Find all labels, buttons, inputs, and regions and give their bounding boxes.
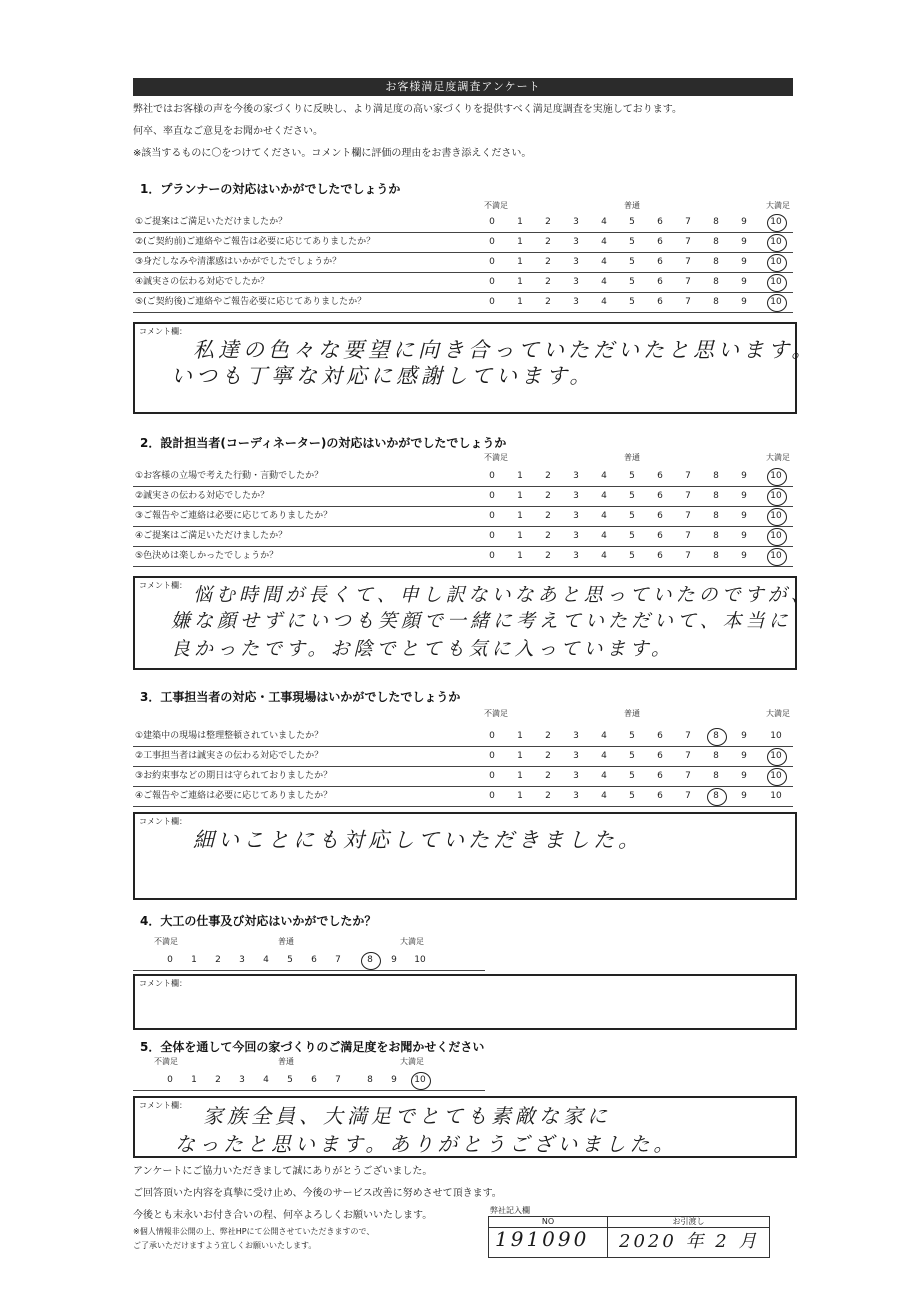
scale-option-5[interactable]: 5 xyxy=(629,471,635,481)
scale-option-6[interactable]: 6 xyxy=(657,551,663,561)
privacy-note-1: ※個人情報非公開の上、弊社HPにて公開させていただきますので、 xyxy=(133,1227,375,1236)
scale-high-label: 大満足 xyxy=(400,1057,424,1066)
scale-option-0[interactable]: 0 xyxy=(489,771,495,781)
scale-option-2[interactable]: 2 xyxy=(545,277,551,287)
scale-option-7[interactable]: 7 xyxy=(685,217,691,227)
scale-option-0[interactable]: 0 xyxy=(167,955,173,965)
scale-option-8[interactable]: 8 xyxy=(713,277,719,287)
scale-option-3[interactable]: 3 xyxy=(573,297,579,307)
scale-option-0[interactable]: 0 xyxy=(489,471,495,481)
scale-option-9[interactable]: 9 xyxy=(391,955,397,965)
scale-option-6[interactable]: 6 xyxy=(311,955,317,965)
scale-option-9[interactable]: 9 xyxy=(741,277,747,287)
scale-option-2[interactable]: 2 xyxy=(215,1075,221,1085)
scale-option-5[interactable]: 5 xyxy=(629,751,635,761)
intro-line-3: ※該当するものに〇をつけてください。コメント欄に評価の理由をお書き添えください。 xyxy=(133,148,532,159)
scale-option-7[interactable]: 7 xyxy=(685,297,691,307)
scale-option-0[interactable]: 0 xyxy=(489,511,495,521)
staff-entry-box xyxy=(488,1216,770,1258)
question-row xyxy=(133,272,793,293)
scale-option-9[interactable]: 9 xyxy=(741,237,747,247)
selected-answer-circle xyxy=(767,768,787,786)
scale-option-9[interactable]: 9 xyxy=(741,731,747,741)
scale-option-4[interactable]: 4 xyxy=(601,237,607,247)
scale-option-10[interactable]: 10 xyxy=(770,217,782,227)
question-text: ③ご報告やご連絡は必要に応じてありましたか？ xyxy=(135,511,333,521)
scale-option-10[interactable]: 10 xyxy=(770,551,782,561)
question-row xyxy=(133,506,793,527)
scale-option-0[interactable]: 0 xyxy=(489,297,495,307)
scale-option-8[interactable]: 8 xyxy=(713,471,719,481)
scale-option-6[interactable]: 6 xyxy=(311,1075,317,1085)
section-title: 1．プランナーの対応はいかがでしたでしょうか xyxy=(140,182,401,196)
selected-answer-circle xyxy=(767,488,787,506)
comment-label: コメント欄： xyxy=(139,817,187,826)
scale-option-10[interactable]: 10 xyxy=(770,771,782,781)
scale-option-8[interactable]: 8 xyxy=(713,237,719,247)
scale-option-2[interactable]: 2 xyxy=(215,955,221,965)
scale-option-7[interactable]: 7 xyxy=(685,751,691,761)
scale-option-7[interactable]: 7 xyxy=(685,551,691,561)
scale-option-5[interactable]: 5 xyxy=(629,791,635,801)
scale-high-label: 大満足 xyxy=(766,201,790,210)
scale-option-2[interactable]: 2 xyxy=(545,297,551,307)
scale-option-3[interactable]: 3 xyxy=(573,751,579,761)
scale-option-7[interactable]: 7 xyxy=(685,771,691,781)
scale-option-4[interactable]: 4 xyxy=(601,471,607,481)
scale-option-7[interactable]: 7 xyxy=(685,511,691,521)
footer-line-2: ご回答頂いた内容を真摯に受け止め、今後のサービス改善に努めさせて頂きます。 xyxy=(133,1188,502,1199)
scale-option-0[interactable]: 0 xyxy=(489,217,495,227)
scale-option-7[interactable]: 7 xyxy=(685,237,691,247)
scale-option-2[interactable]: 2 xyxy=(545,471,551,481)
scale-option-4[interactable]: 4 xyxy=(263,1075,269,1085)
comment-box[interactable] xyxy=(133,576,814,670)
scale-option-5[interactable]: 5 xyxy=(287,955,293,965)
question-row xyxy=(133,746,793,767)
scale-row xyxy=(133,950,485,971)
scale-mid-label: 普通 xyxy=(278,937,294,946)
handwritten-comment-line: 細いことにも対応していただきました。 xyxy=(193,828,643,852)
scale-option-8[interactable]: 8 xyxy=(713,217,719,227)
footer-line-1: アンケートにご協力いただきまして誠にありがとうございました。 xyxy=(133,1166,433,1177)
scale-option-1[interactable]: 1 xyxy=(517,791,523,801)
scale-option-1[interactable]: 1 xyxy=(517,257,523,267)
handwritten-comment-line: いつも丁寧な対応に感謝しています。 xyxy=(171,364,595,388)
scale-option-7[interactable]: 7 xyxy=(335,1075,341,1085)
scale-option-8[interactable]: 8 xyxy=(713,731,719,741)
selected-answer-circle xyxy=(707,728,727,746)
section-title: 3．工事担当者の対応・工事現場はいかがでしたでしょうか xyxy=(140,690,461,704)
scale-option-10[interactable]: 10 xyxy=(770,751,782,761)
scale-row xyxy=(133,1070,485,1091)
question-row xyxy=(133,526,793,547)
scale-option-10[interactable]: 10 xyxy=(770,257,782,267)
scale-option-4[interactable]: 4 xyxy=(601,297,607,307)
comment-box[interactable] xyxy=(133,1096,797,1158)
scale-option-1[interactable]: 1 xyxy=(517,471,523,481)
scale-option-5[interactable]: 5 xyxy=(287,1075,293,1085)
form-title: お客様満足度調査アンケート xyxy=(133,78,793,96)
scale-low-label: 不満足 xyxy=(154,1057,178,1066)
scale-option-3[interactable]: 3 xyxy=(573,791,579,801)
scale-option-2[interactable]: 2 xyxy=(545,511,551,521)
scale-option-8[interactable]: 8 xyxy=(713,771,719,781)
scale-option-9[interactable]: 9 xyxy=(741,257,747,267)
scale-option-4[interactable]: 4 xyxy=(601,751,607,761)
scale-option-6[interactable]: 6 xyxy=(657,491,663,501)
selected-answer-circle xyxy=(767,528,787,546)
question-text: ②誠実さの伝わる対応でしたか？ xyxy=(135,491,270,501)
scale-option-7[interactable]: 7 xyxy=(685,531,691,541)
scale-option-1[interactable]: 1 xyxy=(517,551,523,561)
scale-option-7[interactable]: 7 xyxy=(685,731,691,741)
question-text: ④ご提案はご満足いただけましたか？ xyxy=(135,531,288,541)
scale-option-6[interactable]: 6 xyxy=(657,257,663,267)
scale-option-6[interactable]: 6 xyxy=(657,217,663,227)
scale-option-1[interactable]: 1 xyxy=(191,1075,197,1085)
scale-option-3[interactable]: 3 xyxy=(573,471,579,481)
scale-option-7[interactable]: 7 xyxy=(685,257,691,267)
scale-option-3[interactable]: 3 xyxy=(573,217,579,227)
handwritten-comment-line: 嫌な顔せずにいつも笑顔で一緒に考えていただいて、本当に xyxy=(171,610,792,632)
scale-option-5[interactable]: 5 xyxy=(629,771,635,781)
footer-line-3: 今後とも末永いお付き合いの程、何卒よろしくお願いいたします。 xyxy=(133,1210,433,1221)
comment-box[interactable] xyxy=(133,812,797,900)
scale-option-9[interactable]: 9 xyxy=(741,491,747,501)
question-row xyxy=(133,486,793,507)
selected-answer-circle xyxy=(767,214,787,232)
selected-answer-circle xyxy=(767,748,787,766)
scale-option-8[interactable]: 8 xyxy=(713,511,719,521)
question-text: ①お客様の立場で考えた行動・言動でしたか？ xyxy=(135,471,324,481)
scale-option-0[interactable]: 0 xyxy=(489,237,495,247)
scale-option-1[interactable]: 1 xyxy=(517,731,523,741)
scale-option-4[interactable]: 4 xyxy=(601,217,607,227)
no-value: 191090 xyxy=(495,1227,590,1251)
scale-option-6[interactable]: 6 xyxy=(657,531,663,541)
scale-option-10[interactable]: 10 xyxy=(770,511,782,521)
scale-option-4[interactable]: 4 xyxy=(601,771,607,781)
scale-option-10[interactable]: 10 xyxy=(770,297,782,307)
scale-option-0[interactable]: 0 xyxy=(489,551,495,561)
scale-option-0[interactable]: 0 xyxy=(489,277,495,287)
scale-option-4[interactable]: 4 xyxy=(601,511,607,521)
scale-option-5[interactable]: 5 xyxy=(629,257,635,267)
intro-line-2: 何卒、率直なご意見をお聞かせください。 xyxy=(133,126,323,137)
scale-option-2[interactable]: 2 xyxy=(545,551,551,561)
scale-low-label: 不満足 xyxy=(484,709,508,718)
scale-option-8[interactable]: 8 xyxy=(713,551,719,561)
scale-option-4[interactable]: 4 xyxy=(601,257,607,267)
scale-option-3[interactable]: 3 xyxy=(573,511,579,521)
scale-option-7[interactable]: 7 xyxy=(685,277,691,287)
scale-option-8[interactable]: 8 xyxy=(713,491,719,501)
question-row xyxy=(133,786,793,807)
scale-option-10[interactable]: 10 xyxy=(770,277,782,287)
question-text: ②工事担当者は誠実さの伝わる対応でしたか？ xyxy=(135,751,324,761)
selected-answer-circle xyxy=(767,234,787,252)
scale-option-9[interactable]: 9 xyxy=(741,511,747,521)
scale-option-2[interactable]: 2 xyxy=(545,257,551,267)
scale-option-9[interactable]: 9 xyxy=(741,751,747,761)
scale-option-2[interactable]: 2 xyxy=(545,731,551,741)
scale-option-3[interactable]: 3 xyxy=(573,771,579,781)
comment-label: コメント欄： xyxy=(139,327,187,336)
scale-option-3[interactable]: 3 xyxy=(573,551,579,561)
scale-option-3[interactable]: 3 xyxy=(573,731,579,741)
scale-option-5[interactable]: 5 xyxy=(629,297,635,307)
scale-high-label: 大満足 xyxy=(766,709,790,718)
scale-option-5[interactable]: 5 xyxy=(629,217,635,227)
scale-mid-label: 普通 xyxy=(624,709,640,718)
question-text: ⑤色決めは楽しかったでしょうか？ xyxy=(135,551,279,561)
scale-option-3[interactable]: 3 xyxy=(573,277,579,287)
scale-option-2[interactable]: 2 xyxy=(545,217,551,227)
scale-option-6[interactable]: 6 xyxy=(657,511,663,521)
scale-option-9[interactable]: 9 xyxy=(741,531,747,541)
scale-option-9[interactable]: 9 xyxy=(741,217,747,227)
section-title: 2．設計担当者(コーディネーター)の対応はいかがでしたでしょうか xyxy=(140,436,507,450)
scale-mid-label: 普通 xyxy=(278,1057,294,1066)
selected-answer-circle xyxy=(707,788,727,806)
selected-answer-circle xyxy=(767,254,787,272)
scale-option-1[interactable]: 1 xyxy=(517,751,523,761)
scale-option-8[interactable]: 8 xyxy=(713,791,719,801)
scale-option-9[interactable]: 9 xyxy=(741,771,747,781)
scale-option-8[interactable]: 8 xyxy=(367,955,373,965)
comment-label: コメント欄： xyxy=(139,1101,187,1110)
scale-option-2[interactable]: 2 xyxy=(545,531,551,541)
question-row xyxy=(133,292,793,313)
scale-option-8[interactable]: 8 xyxy=(713,751,719,761)
scale-option-1[interactable]: 1 xyxy=(191,955,197,965)
no-label: NO xyxy=(489,1217,608,1228)
scale-low-label: 不満足 xyxy=(484,201,508,210)
question-text: ①ご提案はご満足いただけましたか？ xyxy=(135,217,288,227)
question-text: ④誠実さの伝わる対応でしたか？ xyxy=(135,277,270,287)
scale-option-2[interactable]: 2 xyxy=(545,237,551,247)
question-row xyxy=(133,546,793,567)
scale-option-7[interactable]: 7 xyxy=(685,471,691,481)
selected-answer-circle xyxy=(411,1072,431,1090)
scale-option-9[interactable]: 9 xyxy=(391,1075,397,1085)
scale-option-2[interactable]: 2 xyxy=(545,771,551,781)
scale-high-label: 大満足 xyxy=(766,453,790,462)
handwritten-comment-line: 家族全員、大満足でとても素敵な家に xyxy=(203,1104,611,1128)
scale-option-4[interactable]: 4 xyxy=(601,531,607,541)
scale-option-1[interactable]: 1 xyxy=(517,531,523,541)
handover-label: お引渡し xyxy=(608,1217,769,1228)
scale-option-9[interactable]: 9 xyxy=(741,791,747,801)
scale-option-6[interactable]: 6 xyxy=(657,297,663,307)
scale-option-6[interactable]: 6 xyxy=(657,791,663,801)
scale-option-0[interactable]: 0 xyxy=(167,1075,173,1085)
comment-label: コメント欄： xyxy=(139,979,187,988)
selected-answer-circle xyxy=(767,274,787,292)
scale-option-4[interactable]: 4 xyxy=(263,955,269,965)
question-row xyxy=(133,766,793,787)
scale-option-1[interactable]: 1 xyxy=(517,237,523,247)
scale-option-3[interactable]: 3 xyxy=(573,257,579,267)
scale-option-10[interactable]: 10 xyxy=(770,531,782,541)
scale-option-0[interactable]: 0 xyxy=(489,257,495,267)
scale-option-10[interactable]: 10 xyxy=(770,237,782,247)
scale-option-8[interactable]: 8 xyxy=(713,531,719,541)
selected-answer-circle xyxy=(767,548,787,566)
scale-option-6[interactable]: 6 xyxy=(657,771,663,781)
scale-option-2[interactable]: 2 xyxy=(545,491,551,501)
scale-option-5[interactable]: 5 xyxy=(629,237,635,247)
scale-option-1[interactable]: 1 xyxy=(517,491,523,501)
scale-low-label: 不満足 xyxy=(154,937,178,946)
scale-option-5[interactable]: 5 xyxy=(629,277,635,287)
scale-option-0[interactable]: 0 xyxy=(489,791,495,801)
selected-answer-circle xyxy=(361,952,381,970)
question-text: ①建築中の現場は整理整頓されていましたか？ xyxy=(135,731,324,741)
scale-option-2[interactable]: 2 xyxy=(545,751,551,761)
scale-option-7[interactable]: 7 xyxy=(685,791,691,801)
scale-option-1[interactable]: 1 xyxy=(517,217,523,227)
scale-option-5[interactable]: 5 xyxy=(629,551,635,561)
scale-option-8[interactable]: 8 xyxy=(713,297,719,307)
scale-option-8[interactable]: 8 xyxy=(367,1075,373,1085)
selected-answer-circle xyxy=(767,468,787,486)
intro-line-1: 弊社ではお客様の声を今後の家づくりに反映し、より満足度の高い家づくりを提供すべく満足度調査を実施しております。 xyxy=(133,104,682,115)
scale-option-6[interactable]: 6 xyxy=(657,731,663,741)
scale-high-label: 大満足 xyxy=(400,937,424,946)
scale-option-9[interactable]: 9 xyxy=(741,471,747,481)
scale-option-10[interactable]: 10 xyxy=(770,791,782,801)
scale-option-4[interactable]: 4 xyxy=(601,491,607,501)
scale-option-7[interactable]: 7 xyxy=(335,955,341,965)
scale-low-label: 不満足 xyxy=(484,453,508,462)
scale-option-3[interactable]: 3 xyxy=(573,237,579,247)
scale-option-10[interactable]: 10 xyxy=(414,955,426,965)
scale-option-10[interactable]: 10 xyxy=(770,731,782,741)
scale-option-3[interactable]: 3 xyxy=(573,491,579,501)
question-text: ③お約束事などの期日は守られておりましたか？ xyxy=(135,771,333,781)
comment-box[interactable] xyxy=(133,974,797,1030)
scale-option-3[interactable]: 3 xyxy=(573,531,579,541)
scale-option-4[interactable]: 4 xyxy=(601,731,607,741)
scale-option-9[interactable]: 9 xyxy=(741,297,747,307)
scale-option-0[interactable]: 0 xyxy=(489,491,495,501)
scale-option-0[interactable]: 0 xyxy=(489,731,495,741)
question-text: ④ご報告やご連絡は必要に応じてありましたか？ xyxy=(135,791,333,801)
scale-option-5[interactable]: 5 xyxy=(629,731,635,741)
question-row xyxy=(133,726,793,747)
handwritten-comment-line: なったと思います。ありがとうございました。 xyxy=(175,1132,678,1156)
scale-option-4[interactable]: 4 xyxy=(601,277,607,287)
scale-option-6[interactable]: 6 xyxy=(657,277,663,287)
section-title: 5．全体を通して今回の家づくりのご満足度をお聞かせください xyxy=(140,1040,485,1054)
selected-answer-circle xyxy=(767,294,787,312)
scale-option-1[interactable]: 1 xyxy=(517,771,523,781)
scale-option-6[interactable]: 6 xyxy=(657,471,663,481)
handwritten-comment-line: 悩む時間が長くて、申し訳ないなあと思っていたのですが、 xyxy=(193,584,814,606)
scale-option-6[interactable]: 6 xyxy=(657,237,663,247)
scale-mid-label: 普通 xyxy=(624,201,640,210)
staff-area-title: 弊社記入欄 xyxy=(490,1206,530,1215)
scale-option-1[interactable]: 1 xyxy=(517,277,523,287)
section-title: 4．大工の仕事及び対応はいかがでしたか？ xyxy=(140,914,377,928)
scale-option-4[interactable]: 4 xyxy=(601,551,607,561)
comment-label: コメント欄： xyxy=(139,581,187,590)
scale-option-4[interactable]: 4 xyxy=(601,791,607,801)
scale-option-8[interactable]: 8 xyxy=(713,257,719,267)
scale-option-5[interactable]: 5 xyxy=(629,511,635,521)
handover-value: 2020 年 2 月 xyxy=(619,1231,760,1252)
comment-box[interactable] xyxy=(133,322,817,414)
question-text: ⑤(ご契約後)ご連絡やご報告必要に応じてありましたか？ xyxy=(135,297,367,307)
handwritten-comment-line: 私達の色々な要望に向き合っていただいたと思います。 xyxy=(193,338,817,362)
scale-option-5[interactable]: 5 xyxy=(629,491,635,501)
question-row xyxy=(133,212,793,233)
question-row xyxy=(133,466,793,487)
privacy-note-2: ご了承いただけますよう宜しくお願いいたします。 xyxy=(133,1241,317,1250)
scale-option-3[interactable]: 3 xyxy=(239,955,245,965)
selected-answer-circle xyxy=(767,508,787,526)
scale-option-7[interactable]: 7 xyxy=(685,491,691,501)
scale-option-0[interactable]: 0 xyxy=(489,751,495,761)
question-row xyxy=(133,232,793,253)
scale-option-9[interactable]: 9 xyxy=(741,551,747,561)
question-text: ②(ご契約前)ご連絡やご報告は必要に応じてありましたか？ xyxy=(135,237,376,247)
scale-option-0[interactable]: 0 xyxy=(489,531,495,541)
scale-option-2[interactable]: 2 xyxy=(545,791,551,801)
scale-mid-label: 普通 xyxy=(624,453,640,462)
question-row xyxy=(133,252,793,273)
scale-option-6[interactable]: 6 xyxy=(657,751,663,761)
scale-option-10[interactable]: 10 xyxy=(770,491,782,501)
scale-option-3[interactable]: 3 xyxy=(239,1075,245,1085)
scale-option-5[interactable]: 5 xyxy=(629,531,635,541)
scale-option-10[interactable]: 10 xyxy=(414,1075,426,1085)
handwritten-comment-line: 良かったです。お陰でとても気に入っています。 xyxy=(171,638,674,660)
scale-option-1[interactable]: 1 xyxy=(517,297,523,307)
scale-option-10[interactable]: 10 xyxy=(770,471,782,481)
scale-option-1[interactable]: 1 xyxy=(517,511,523,521)
question-text: ③身だしなみや清潔感はいかがでしたでしょうか？ xyxy=(135,257,342,267)
